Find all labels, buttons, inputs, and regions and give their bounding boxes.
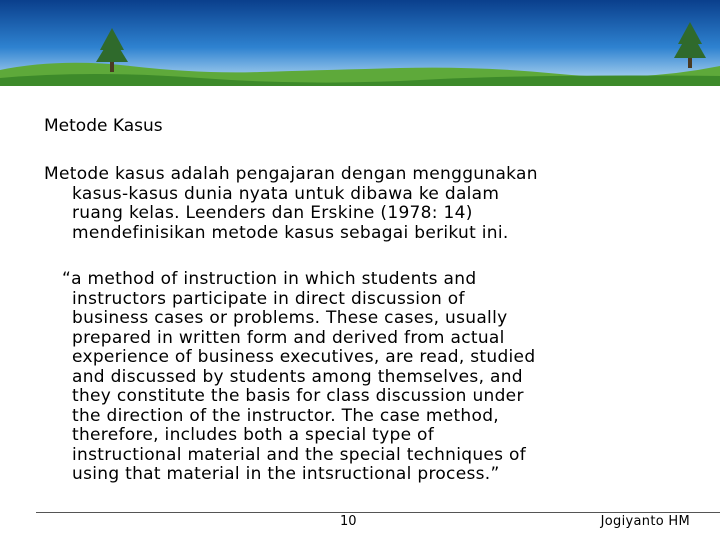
quote-line: business cases or problems. These cases, usually — [72, 308, 508, 328]
intro-line: ruang kelas. Leenders dan Erskine (1978: 14) — [72, 203, 473, 223]
footer-author: Jogiyanto HM — [600, 514, 690, 529]
quote-line: and discussed by students among themselves, and — [72, 366, 523, 387]
quote-line: “a method of instruction in which students and — [62, 269, 477, 289]
quote-line: experience of business executives, are read, studied — [72, 347, 536, 367]
quote-paragraph — [62, 270, 702, 485]
intro-line: mendefinisikan metode kasus sebagai berikut ini. — [72, 222, 509, 243]
slide-title: Metode Kasus — [44, 116, 163, 136]
intro-line: Metode kasus adalah pengajaran dengan menggunakan — [44, 164, 538, 184]
intro-line: kasus-kasus dunia nyata untuk dibawa ke dalam — [72, 183, 500, 204]
header-banner — [0, 0, 720, 86]
quote-line: the direction of the instructor. The case method, — [72, 405, 499, 426]
landscape-banner-graphic — [0, 0, 720, 86]
quote-line: instructors participate in direct discussion of — [72, 288, 465, 309]
quote-line: they constitute the basis for class discussion under — [72, 386, 524, 406]
footer-divider — [36, 512, 720, 513]
quote-line: using that material in the intsructional process.” — [72, 464, 500, 484]
quote-line: therefore, includes both a special type of — [72, 425, 435, 445]
quote-line: prepared in written form and derived from actual — [72, 327, 505, 348]
quote-line: instructional material and the special techniques of — [72, 444, 527, 465]
intro-paragraph — [44, 165, 704, 243]
page-number: 10 — [340, 514, 357, 529]
